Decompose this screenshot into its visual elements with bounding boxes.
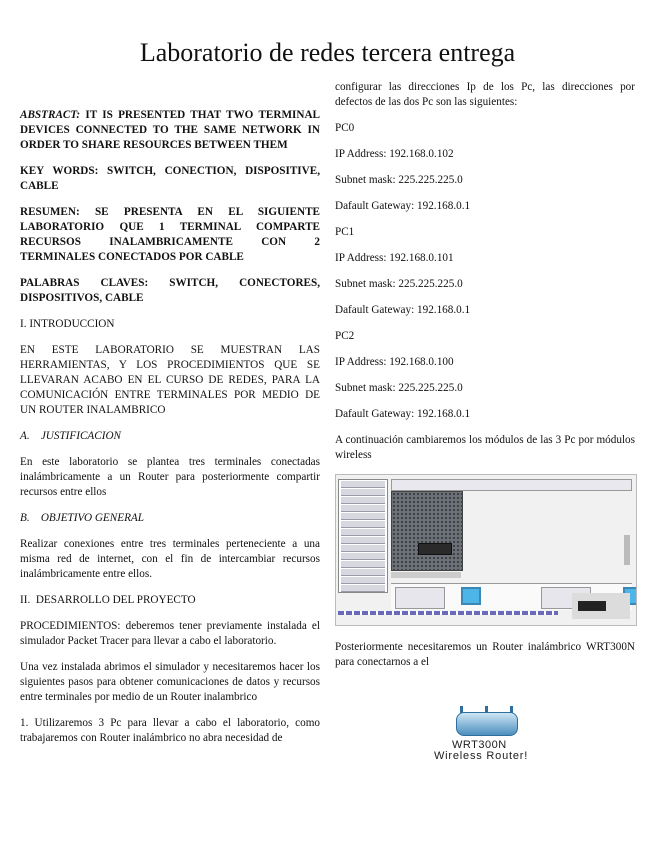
pc2-ip: IP Address: 192.168.0.100 <box>335 356 454 368</box>
module-list <box>338 479 388 593</box>
subheading-objetivo: B. OBJETIVO GENERAL <box>20 512 144 524</box>
page-title: Laboratorio de redes tercera entrega <box>139 38 516 67</box>
router-icon <box>456 712 518 736</box>
pc2-name: PC2 <box>335 330 355 342</box>
monitor-icon <box>461 587 481 605</box>
right-column <box>335 80 635 760</box>
abstract-text: IT IS PRESENTED THAT TWO TERMINAL DEVICES CONNECTED TO THE SAME NETWORK IN ORDER TO SHARE RESOURCES BETWEEN THEM <box>20 109 320 151</box>
packet-tracer-screenshot <box>335 474 637 626</box>
palabras-claves: PALABRAS CLAVES: SWITCH, CONECTORES, DISPOSITIVOS, CABLE <box>20 277 320 304</box>
pc0-ip: IP Address: 192.168.0.102 <box>335 148 454 160</box>
abstract <box>20 108 320 153</box>
resumen: RESUMEN: SE PRESENTA EN EL SIGUIENTE LABORATORIO QUE 1 TERMINAL COMPARTE RECURSOS INALAMBRICAMENTE CON 2 TERMINALES CONECTADOS POR CABLE <box>20 206 320 263</box>
config-intro: configurar las direcciones Ip de los Pc, las direcciones por defectos de las dos Pc son las siguientes: <box>335 81 635 108</box>
objetivo-text: Realizar conexiones entre tres terminales perteneciente a una misma red de internet, con el fin de intercambiar recursos inalámbricamente entre ellos. <box>20 538 320 580</box>
pasos-text: Una vez instalada abrimos el simulador y necesitaremos hacer los siguientes pasos para obtener comunicaciones de datos y recursos entre terminales por medio de un Router inalambrico <box>20 661 320 703</box>
pc0-gateway: Dafault Gateway: 192.168.0.1 <box>335 200 471 212</box>
device-box <box>395 587 445 609</box>
introduccion-text: EN ESTE LABORATORIO SE MUESTRAN LAS HERRAMIENTAS, Y LOS PROCEDIMIENTOS QUE SE LLEVARAN ACABO EN EL CURSO DE REDES, PARA LA COMUNICACIÓN ENTRE TERMINALES POR MEDIO DE UN ROUTER INALAMBRICO <box>20 344 320 416</box>
pc-back-panel <box>391 491 463 571</box>
scrollbar <box>624 535 630 565</box>
pc0-mask: Subnet mask: 225.225.225.0 <box>335 174 463 186</box>
abstract-label: ABSTRACT: <box>20 109 81 121</box>
subheading-justificacion: A. JUSTIFICACION <box>20 430 121 442</box>
wireless-module-text: A continuación cambiaremos los módulos de las 3 Pc por módulos wireless <box>335 434 635 461</box>
pc2-mask: Subnet mask: 225.225.225.0 <box>335 382 463 394</box>
procedimientos-text: PROCEDIMIENTOS: deberemos tener previamente instalada el simulador Packet Tracer para llevar a cabo el laboratorio. <box>20 620 320 647</box>
status-line <box>338 611 558 615</box>
pc2-gateway: Dafault Gateway: 192.168.0.1 <box>335 408 471 420</box>
section-heading-desarrollo: II. DESARROLLO DEL PROYECTO <box>20 594 196 606</box>
router-type-label: Wireless Router! <box>434 750 529 762</box>
pc1-ip: IP Address: 192.168.0.101 <box>335 252 454 264</box>
step-1-text: 1. Utilizaremos 3 Pc para llevar a cabo el laboratorio, como trabajaremos con Router inalámbrico no abra necesidad de <box>20 717 320 744</box>
wireless-card <box>418 543 452 555</box>
section-heading-introduccion: I. INTRODUCCION <box>20 318 115 330</box>
keywords: KEY WORDS: SWITCH, CONECTION, DISPOSITIVE, CABLE <box>20 165 320 192</box>
justificacion-text: En este laboratorio se plantea tres terminales conectadas inalámbricamente a un Router para posteriormente compartir recursos entre ellos <box>20 456 320 498</box>
pc1-gateway: Dafault Gateway: 192.168.0.1 <box>335 304 471 316</box>
module-preview <box>572 593 630 619</box>
left-column <box>20 80 320 757</box>
router-model-label: WRT300N <box>452 739 507 751</box>
zoom-slider <box>391 572 461 578</box>
tab-bar <box>391 479 632 491</box>
pc0-name: PC0 <box>335 122 355 134</box>
router-text: Posteriormente necesitaremos un Router inalámbrico WRT300N para conectarnos a el <box>335 641 635 668</box>
pc1-mask: Subnet mask: 225.225.225.0 <box>335 278 463 290</box>
router-logo <box>430 704 550 760</box>
pc1-name: PC1 <box>335 226 355 238</box>
